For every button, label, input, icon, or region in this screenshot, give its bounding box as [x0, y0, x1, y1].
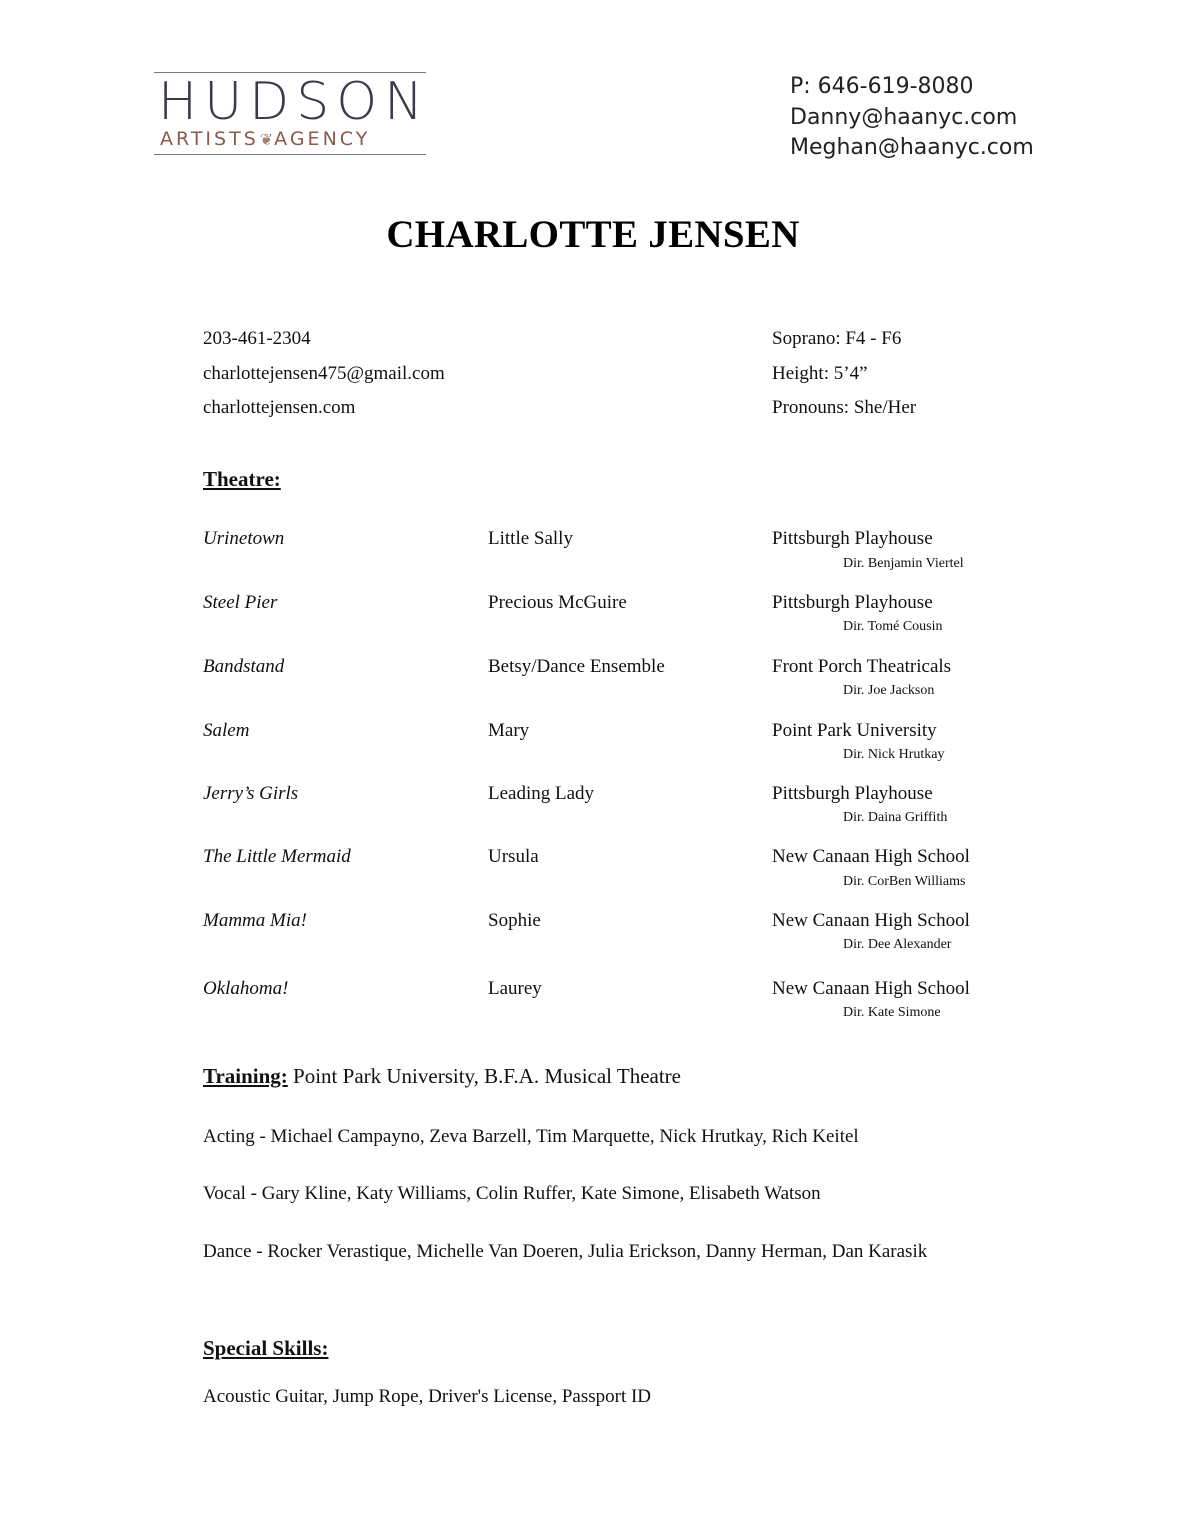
- credit-director: Dir. Daina Griffith: [843, 810, 948, 825]
- training-heading: Training:: [203, 1064, 288, 1088]
- logo-sub-right: AGENCY: [274, 128, 371, 150]
- agency-logo: [154, 72, 431, 156]
- credit-show: Steel Pier: [203, 592, 278, 613]
- credit-director: Dir. Benjamin Viertel: [843, 556, 964, 571]
- logo-rule-bottom: [154, 154, 426, 155]
- training-acting: Acting - Michael Campayno, Zeva Barzell, Tim Marquette, Nick Hrutkay, Rich Keitel: [203, 1126, 859, 1147]
- credit-role: Precious McGuire: [488, 592, 627, 613]
- credit-director: Dir. CorBen Williams: [843, 874, 966, 889]
- agency-phone: P: 646-619-8080: [790, 74, 974, 99]
- agency-email-danny[interactable]: Danny@haanyc.com: [790, 104, 1018, 130]
- training-dance: Dance - Rocker Verastique, Michelle Van Doeren, Julia Erickson, Danny Herman, Dan Karasik: [203, 1241, 928, 1262]
- actor-phone: 203-461-2304: [203, 328, 311, 349]
- credit-venue: Point Park University: [772, 720, 937, 741]
- credit-show: Salem: [203, 720, 250, 741]
- credit-venue: New Canaan High School: [772, 846, 970, 867]
- credit-role: Laurey: [488, 978, 542, 999]
- credit-venue: Pittsburgh Playhouse: [772, 528, 933, 549]
- theatre-heading: Theatre:: [203, 467, 281, 491]
- actor-name: CHARLOTTE JENSEN: [386, 213, 800, 256]
- logo-subtitle: [160, 128, 370, 151]
- credit-role: Mary: [488, 720, 530, 741]
- logo-sub-left: ARTISTS: [160, 128, 259, 150]
- credit-venue: Pittsburgh Playhouse: [772, 592, 933, 613]
- credit-director: Dir. Nick Hrutkay: [843, 747, 945, 762]
- credit-director: Dir. Kate Simone: [843, 1005, 941, 1020]
- credit-role: Leading Lady: [488, 783, 595, 804]
- skills-list: Acoustic Guitar, Jump Rope, Driver's License, Passport ID: [203, 1386, 652, 1407]
- credit-show: Urinetown: [203, 528, 285, 549]
- credit-role: Little Sally: [488, 528, 573, 549]
- training-program: Point Park University, B.F.A. Musical Theatre: [287, 1064, 681, 1088]
- credit-director: Dir. Joe Jackson: [843, 683, 935, 698]
- credit-show: Bandstand: [203, 656, 285, 677]
- credit-role: Betsy/Dance Ensemble: [488, 656, 665, 677]
- skills-heading: Special Skills:: [203, 1336, 329, 1360]
- credit-director: Dir. Dee Alexander: [843, 937, 952, 952]
- credit-show: The Little Mermaid: [203, 846, 351, 867]
- agency-contact: [790, 72, 1034, 164]
- logo-name: HUDSON: [158, 72, 431, 132]
- voice-type: Soprano: F4 - F6: [772, 328, 902, 349]
- credit-show: Mamma Mia!: [203, 910, 307, 931]
- credit-role: Ursula: [488, 846, 539, 867]
- credit-show: Jerry’s Girls: [203, 783, 299, 804]
- credit-venue: New Canaan High School: [772, 910, 970, 931]
- credit-show: Oklahoma!: [203, 978, 289, 999]
- height: Height: 5’4”: [772, 363, 868, 384]
- actor-website[interactable]: charlottejensen.com: [203, 397, 356, 418]
- training-line: [203, 1064, 681, 1089]
- credit-venue: Pittsburgh Playhouse: [772, 783, 933, 804]
- credit-director: Dir. Tomé Cousin: [843, 619, 943, 634]
- credit-venue: Front Porch Theatricals: [772, 656, 952, 677]
- credit-role: Sophie: [488, 910, 541, 931]
- agency-email-meghan[interactable]: Meghan@haanyc.com: [790, 135, 1034, 160]
- actor-email[interactable]: charlottejensen475@gmail.com: [203, 363, 445, 384]
- leaf-icon: ❦: [259, 130, 274, 149]
- credit-venue: New Canaan High School: [772, 978, 970, 999]
- pronouns: Pronouns: She/Her: [772, 397, 917, 418]
- training-vocal: Vocal - Gary Kline, Katy Williams, Colin Ruffer, Kate Simone, Elisabeth Watson: [203, 1183, 821, 1204]
